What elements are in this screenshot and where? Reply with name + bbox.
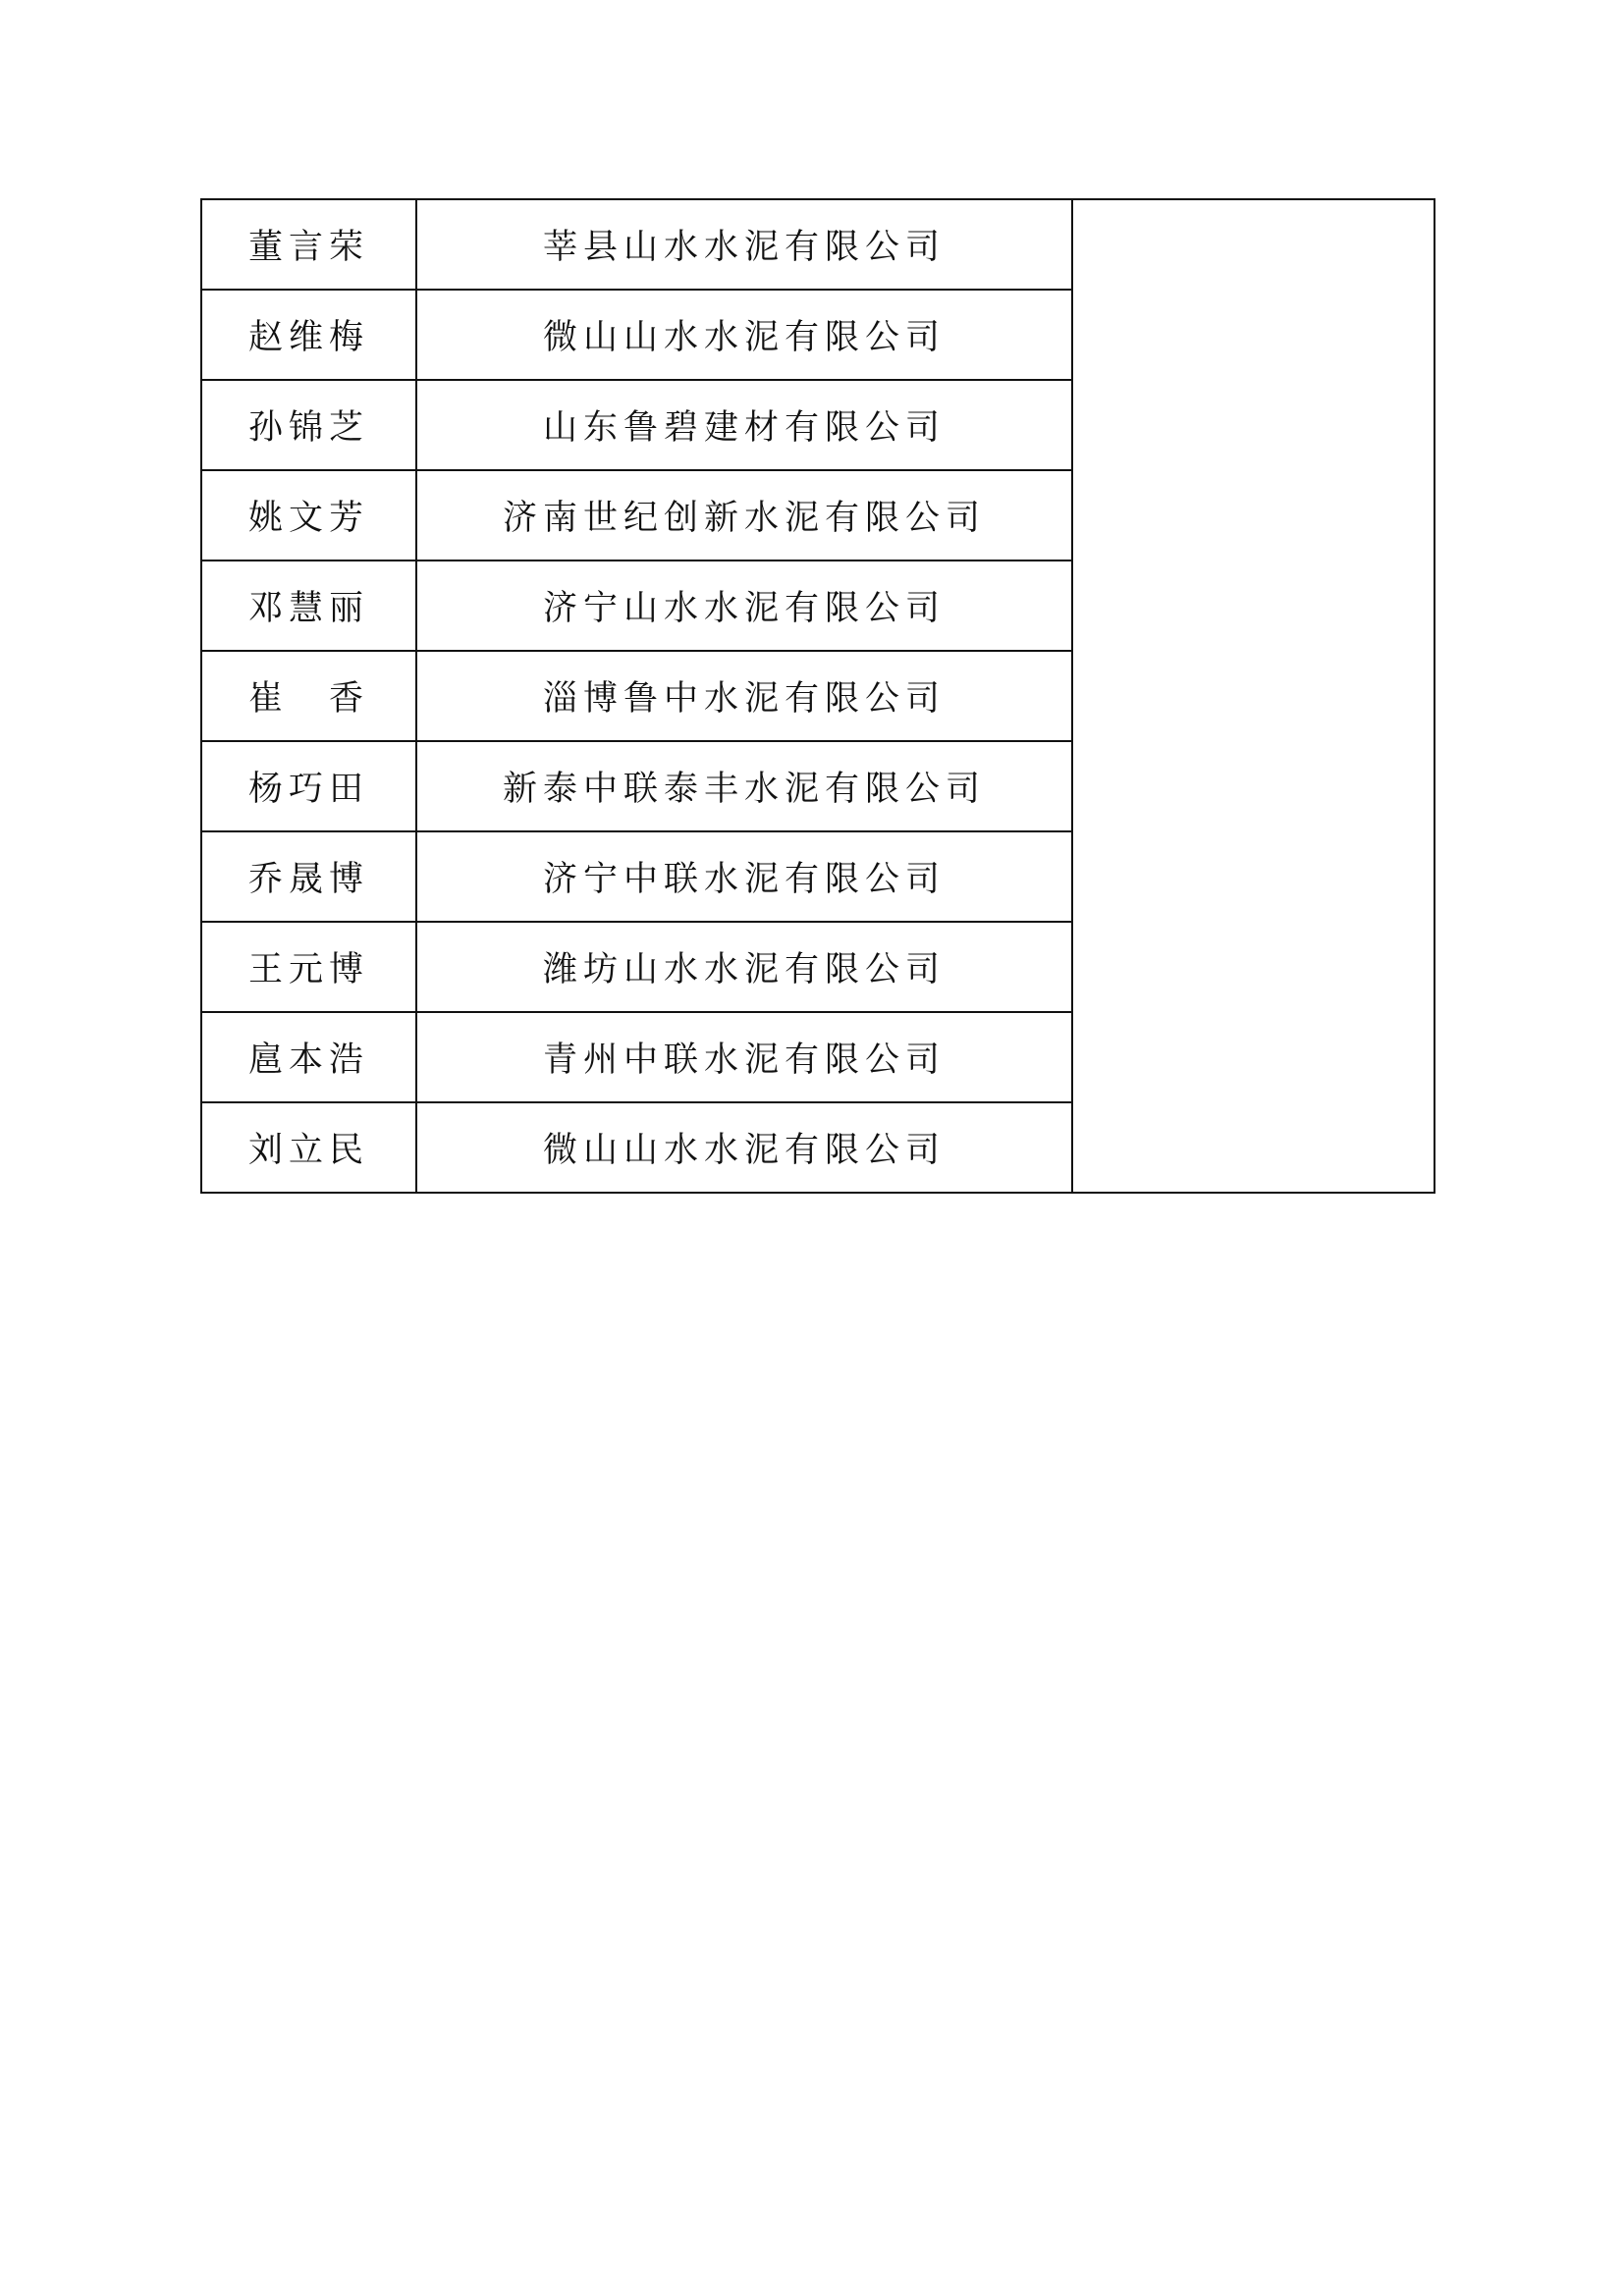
person-name-cell: 扈本浩 <box>201 1012 416 1102</box>
note-cell <box>1072 199 1435 1193</box>
person-name-cell: 杨巧田 <box>201 741 416 831</box>
person-name-cell: 刘立民 <box>201 1102 416 1193</box>
company-name-cell: 新泰中联泰丰水泥有限公司 <box>416 741 1072 831</box>
company-name-cell: 青州中联水泥有限公司 <box>416 1012 1072 1102</box>
company-name-cell: 莘县山水水泥有限公司 <box>416 199 1072 290</box>
company-name-cell: 济宁山水水泥有限公司 <box>416 561 1072 651</box>
person-name-cell: 董言荣 <box>201 199 416 290</box>
person-name-cell: 孙锦芝 <box>201 380 416 470</box>
person-name-cell: 邓慧丽 <box>201 561 416 651</box>
company-name-cell: 淄博鲁中水泥有限公司 <box>416 651 1072 741</box>
table-row <box>201 199 1435 290</box>
company-name-cell: 山东鲁碧建材有限公司 <box>416 380 1072 470</box>
person-name-cell: 崔 香 <box>201 651 416 741</box>
person-name-cell: 王元博 <box>201 922 416 1012</box>
person-name-cell: 赵维梅 <box>201 290 416 380</box>
company-name-cell: 微山山水水泥有限公司 <box>416 290 1072 380</box>
person-name-cell: 乔晟博 <box>201 831 416 922</box>
company-name-cell: 济南世纪创新水泥有限公司 <box>416 470 1072 561</box>
award-roster-table <box>200 198 1435 1194</box>
person-name-cell: 姚文芳 <box>201 470 416 561</box>
company-name-cell: 潍坊山水水泥有限公司 <box>416 922 1072 1012</box>
company-name-cell: 济宁中联水泥有限公司 <box>416 831 1072 922</box>
company-name-cell: 微山山水水泥有限公司 <box>416 1102 1072 1193</box>
